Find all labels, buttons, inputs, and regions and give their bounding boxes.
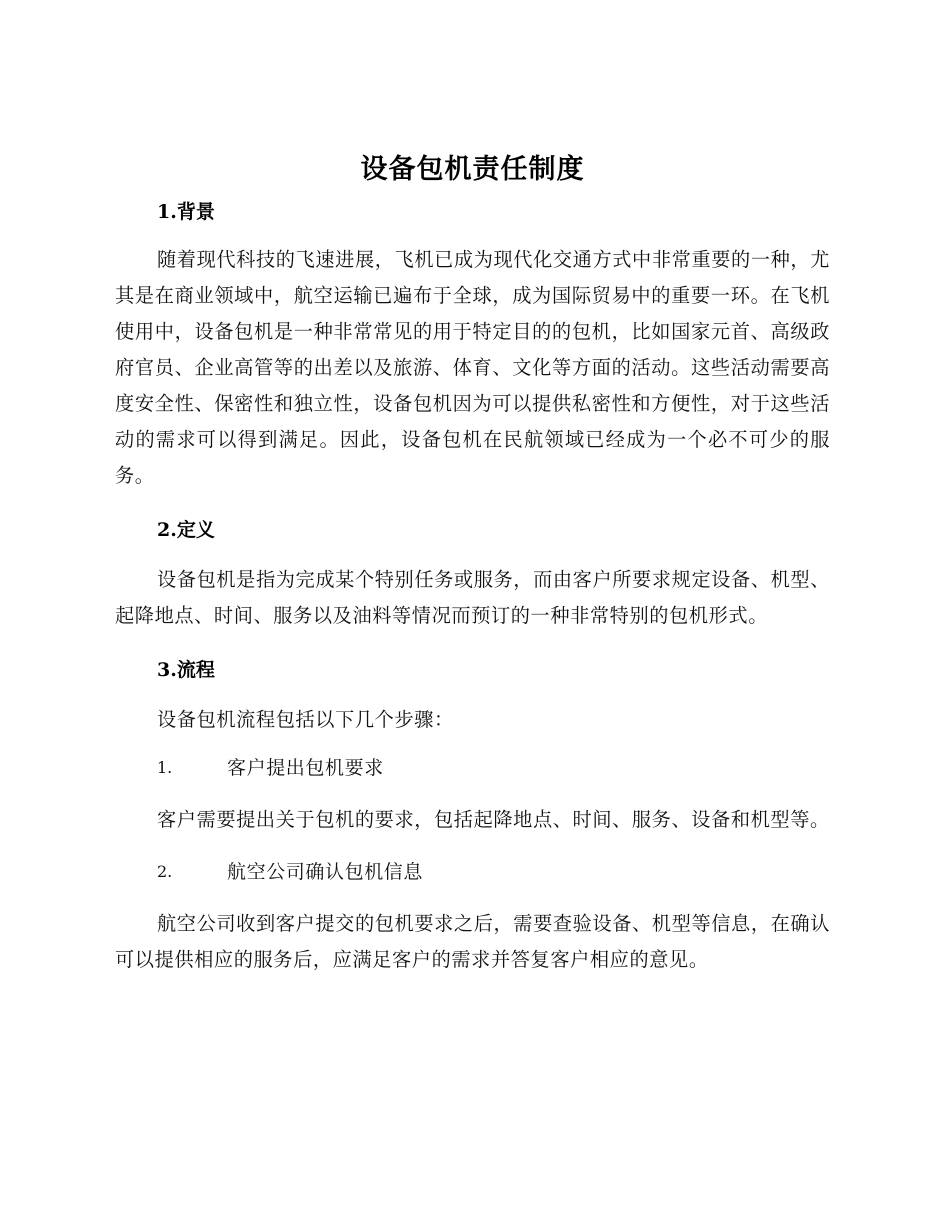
process-step-1 bbox=[115, 750, 830, 786]
step-2-paragraph: 航空公司收到客户提交的包机要求之后，需要查验设备、机型等信息，在确认可以提供相应的服务后，应满足客户的需求并答复客户相应的意见。 bbox=[115, 912, 830, 971]
step-number: 1. bbox=[157, 758, 173, 777]
background-paragraph: 随着现代科技的飞速进展，飞机已成为现代化交通方式中非常重要的一种，尤其是在商业领域中，航空运输已遍布于全球，成为国际贸易中的重要一环。在飞机使用中，设备包机是一种非常常见的用于特定目的的包机，比如国家元首、高级政府官员、企业高管等的出差以及旅游、体育、文化等方面的活动。这些活动需要高度安全性、保密性和独立性，设备包机因为可以提供私密性和方便性，对于这些活动的需求可以得到满足。因此，设备包机在民航领域已经成为一个必不可少的服务。 bbox=[115, 248, 830, 487]
process-step-2 bbox=[115, 854, 830, 890]
section-heading-definition: 2.定义 bbox=[157, 519, 215, 541]
definition-paragraph: 设备包机是指为完成某个特别任务或服务，而由客户所要求规定设备、机型、起降地点、时间、服务以及油料等情况而预订的一种非常特别的包机形式。 bbox=[115, 568, 830, 627]
step-number: 2. bbox=[157, 862, 173, 881]
document-body bbox=[115, 150, 830, 978]
step-1-paragraph: 客户需要提出关于包机的要求，包括起降地点、时间、服务、设备和机型等。 bbox=[157, 808, 830, 831]
process-intro-paragraph: 设备包机流程包括以下几个步骤： bbox=[157, 708, 454, 731]
section-heading-process: 3.流程 bbox=[157, 659, 215, 681]
document-title: 设备包机责任制度 bbox=[360, 154, 585, 185]
step-title: 航空公司确认包机信息 bbox=[227, 861, 424, 883]
step-title: 客户提出包机要求 bbox=[227, 757, 384, 779]
section-heading-background: 1.背景 bbox=[157, 201, 215, 223]
